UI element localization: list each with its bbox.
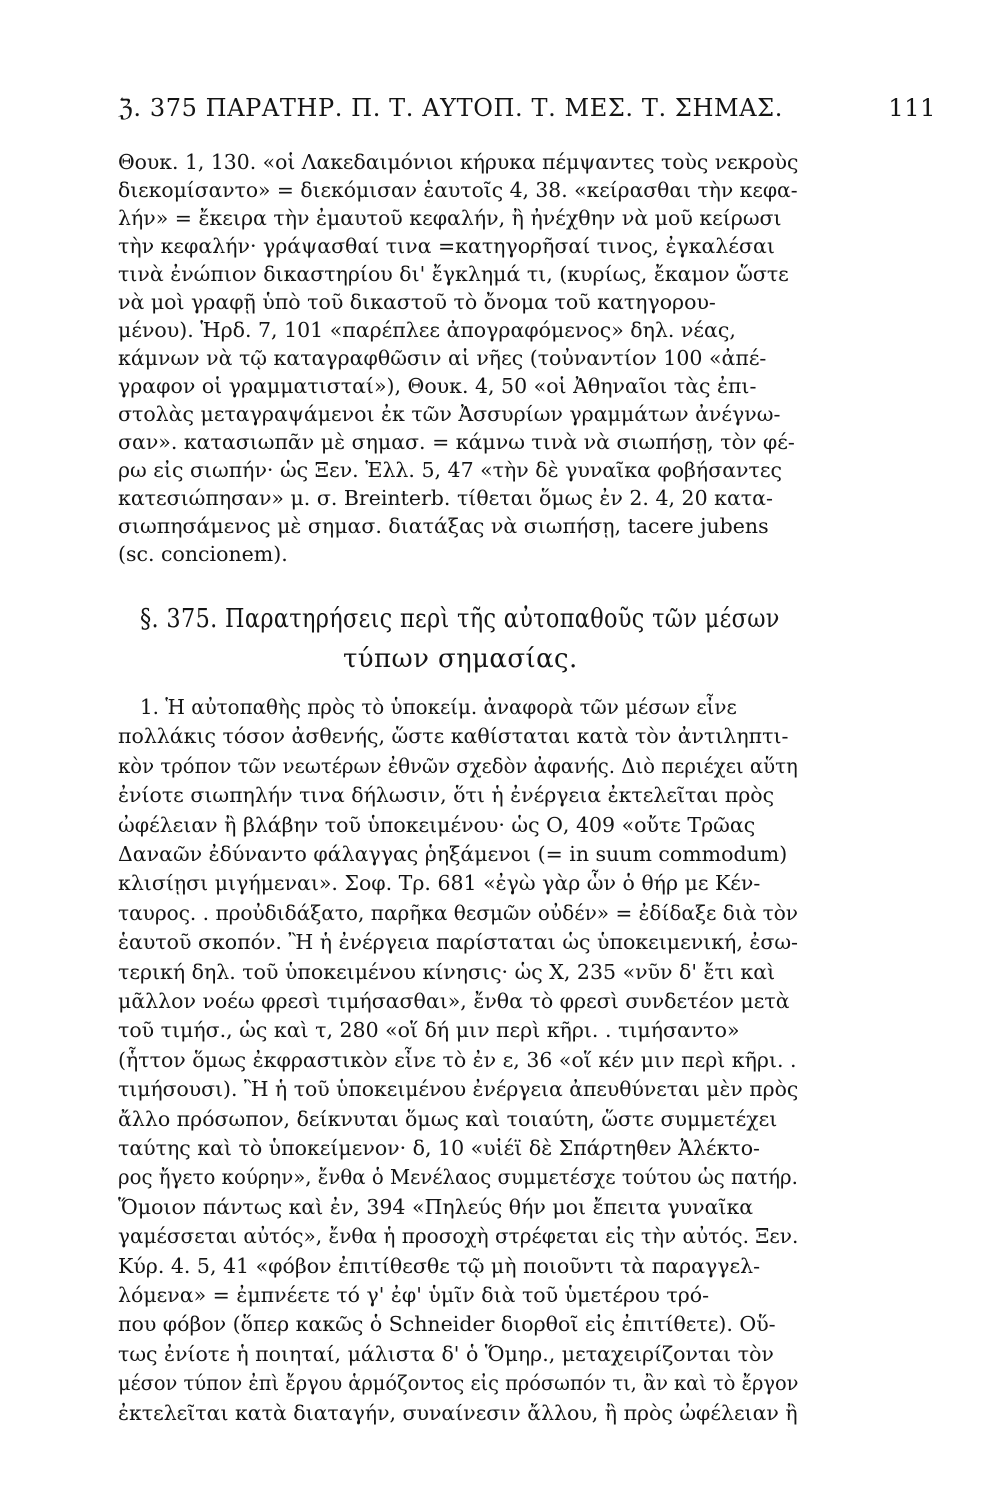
text-line: μένου). Ἡρδ. 7, 101 «παρέπλεε ἀπογραφόμενος» δηλ. νέας, [118,318,736,342]
section-heading-continued: τύπων σημασίας. [343,644,578,674]
text-line: Θουκ. 1, 130. «οἱ Λακεδαιμόνιοι κήρυκα πέμψαντες τοὺς νεκροὺς [118,150,799,174]
text-line: ταύτης καὶ τὸ ὑποκείμενον· δ, 10 «υἱέϊ δὲ Σπάρτηθεν Ἀλέκτο- [118,1136,760,1160]
text-line: που φόβον (ὅπερ κακῶς ὁ Schneider διορθοῖ εἰς ἐπιτίθετε). Οὕ- [118,1312,776,1337]
text-line: 1. Ἡ αὐτοπαθὴς πρὸς τὸ ὑποκείμ. ἀναφορὰ τῶν μέσων εἶνε [140,695,737,719]
text-line: μᾶλλον νοέω φρεσὶ τιμήσασθαι», ἔνθα τὸ φρεσὶ συνδετέον μετὰ [118,989,790,1013]
text-line: πολλάκις τόσον ἀσθενής, ὥστε καθίσταται κατὰ τὸν ἀντιληπτι- [118,724,789,749]
text-line: ταυρος. . προὐδιδάξατο, παρῆκα θεσμῶν οὐδέν» = ἐδίδαξε διὰ τὸν [118,900,798,925]
text-line: κατεσιώπησαν» μ. σ. Breinterb. τίθεται ὅμως ἐν 2. 4, 20 κατα- [118,486,773,510]
text-line: τὴν κεφαλήν· γράψασθαί τινα =κατηγορῆσαί τινος, ἐγκαλέσαι [118,234,775,258]
text-line: μέσον τύπον ἐπὶ ἔργου ἁρμόζοντος εἰς πρόσωπόν τι, ἂν καὶ τὸ ἔργον [118,1371,799,1396]
text-line: (sc. concionem). [118,542,288,566]
text-line: τιμήσουσι). Ἢ ἡ τοῦ ὑποκειμένου ἐνέργεια ἀπευθύνεται μὲν πρὸς [118,1077,799,1102]
text-line: κὸν τρόπον τῶν νεωτέρων ἐθνῶν σχεδὸν ἀφανής. Διὸ περιέχει αὕτη [118,753,798,778]
page-number: 111 [888,94,936,122]
text-line: γαμέσσεται αὐτός», ἔνθα ἡ προσοχὴ στρέφεται εἰς τὴν αὐτός. Ξεν. [118,1224,799,1249]
text-line: ἑαυτοῦ σκοπόν. Ἢ ἡ ἐνέργεια παρίσταται ὡς ὑποκειμενική, ἐσω- [118,930,798,955]
text-line: κλισίῃσι μιγήμεναι». Σοφ. Τρ. 681 «ἐγὼ γὰρ ὧν ὁ θήρ με Κέν- [118,871,761,896]
text-line: στολὰς μεταγραψάμενοι ἐκ τῶν Ἀσσυρίων γραμμάτων ἀνέγνω- [118,402,781,426]
text-line: γραφον οἱ γραμματισταί»), Θουκ. 4, 50 «οἱ Ἀθηναῖοι τὰς ἐπι- [118,374,757,398]
text-line: τινὰ ἐνώπιον δικαστηρίου δι' ἔγκλημά τι, (κυρίως, ἔκαμον ὥστε [118,262,789,286]
text-line: τερική δηλ. τοῦ ὑποκειμένου κίνησις· ὡς Χ, 235 «νῦν δ' ἔτι καὶ [118,959,776,984]
text-line: (ἧττον ὅμως ἐκφραστικὸν εἶνε τὸ ἐν ε, 36 «οἵ κέν μιν περὶ κῆρι. . [118,1047,797,1072]
text-line: νὰ μοὶ γραφῇ ὑπὸ τοῦ δικαστοῦ τὸ ὄνομα τοῦ κατηγορου- [118,290,716,314]
text-line: λήν» = ἔκειρα τὴν ἐμαυτοῦ κεφαλήν, ἢ ἠνέχθην νὰ μοῦ κείρωσι [118,206,782,230]
text-line: ἐκτελεῖται κατὰ διαταγήν, συναίνεσιν ἄλλου, ἢ πρὸς ὠφέλειαν ἢ [118,1400,798,1425]
text-line: σιωπησάμενος μὲ σημασ. διατάξας νὰ σιωπήσῃ, tacere jubens [118,514,769,538]
text-line: Κύρ. 4. 5, 41 «φόβον ἐπιτίθεσθε τῷ μὴ ποιοῦντι τὰ παραγγελ- [118,1253,761,1278]
text-line: τως ἐνίοτε ἡ ποιηταί, μάλιστα δ' ὁ Ὅμηρ., μεταχειρίζονται τὸν [118,1341,774,1366]
text-line: διεκομίσαντο» = διεκόμισαν ἑαυτοῖς 4, 38. «κείρασθαι τὴν κεφα- [118,178,798,202]
text-line: Δαναῶν ἐδύναντο φάλαγγας ῥηξάμενοι (= in suum commodum) [118,842,788,866]
text-line: σαν». κατασιωπᾶν μὲ σημασ. = κάμνω τινὰ νὰ σιωπήσῃ, τὸν φέ- [118,430,795,454]
text-line: ρω εἰς σιωπήν· ὡς Ξεν. Ἑλλ. 5, 47 «τὴν δὲ γυναῖκα φοβήσαντες [118,458,782,482]
text-line: ὠφέλειαν ἢ βλάβην τοῦ ὑποκειμένου· ὡς Ο, 409 «οὔτε Τρῶας [118,812,756,837]
section-heading: §. 375. Παρατηρήσεις περὶ τῆς αὐτοπαθοῦς τῶν μέσων [140,604,780,634]
text-line: λόμενα» = ἐμπνέετε τό γ' ἐφ' ὑμῖν διὰ τοῦ ὑμετέρου τρό- [118,1283,710,1307]
text-line: τοῦ τιμήσ., ὡς καὶ τ, 280 «οἵ δή μιν περὶ κῆρι. . τιμήσαντο» [118,1018,740,1043]
text-line: ἄλλο πρόσωπον, δείκνυται ὅμως καὶ τοιαύτη, ὥστε συμμετέχει [118,1106,778,1131]
text-line: κάμνων νὰ τῷ καταγραφθῶσιν αἱ νῆες (τοὐναντίον 100 «ἀπέ- [118,346,767,370]
text-line: ρος ἤγετο κούρην», ἔνθα ὁ Μενέλαος συμμετέσχε τούτου ὡς πατήρ. [118,1165,798,1190]
text-line: Ὅμοιον πάντως καὶ ἐν, 394 «Πηλεύς θήν μοι ἔπειτα γυναῖκα [118,1194,754,1219]
running-head: ℨ. 375 ΠΑΡΑΤΗΡ. Π. Τ. ΑΥΤΟΠ. Τ. ΜΕΣ. Τ. ΣΗΜΑΣ. [118,94,783,122]
text-line: ἐνίοτε σιωπηλήν τινα δήλωσιν, ὅτι ἡ ἐνέργεια ἐκτελεῖται πρὸς [118,783,775,808]
